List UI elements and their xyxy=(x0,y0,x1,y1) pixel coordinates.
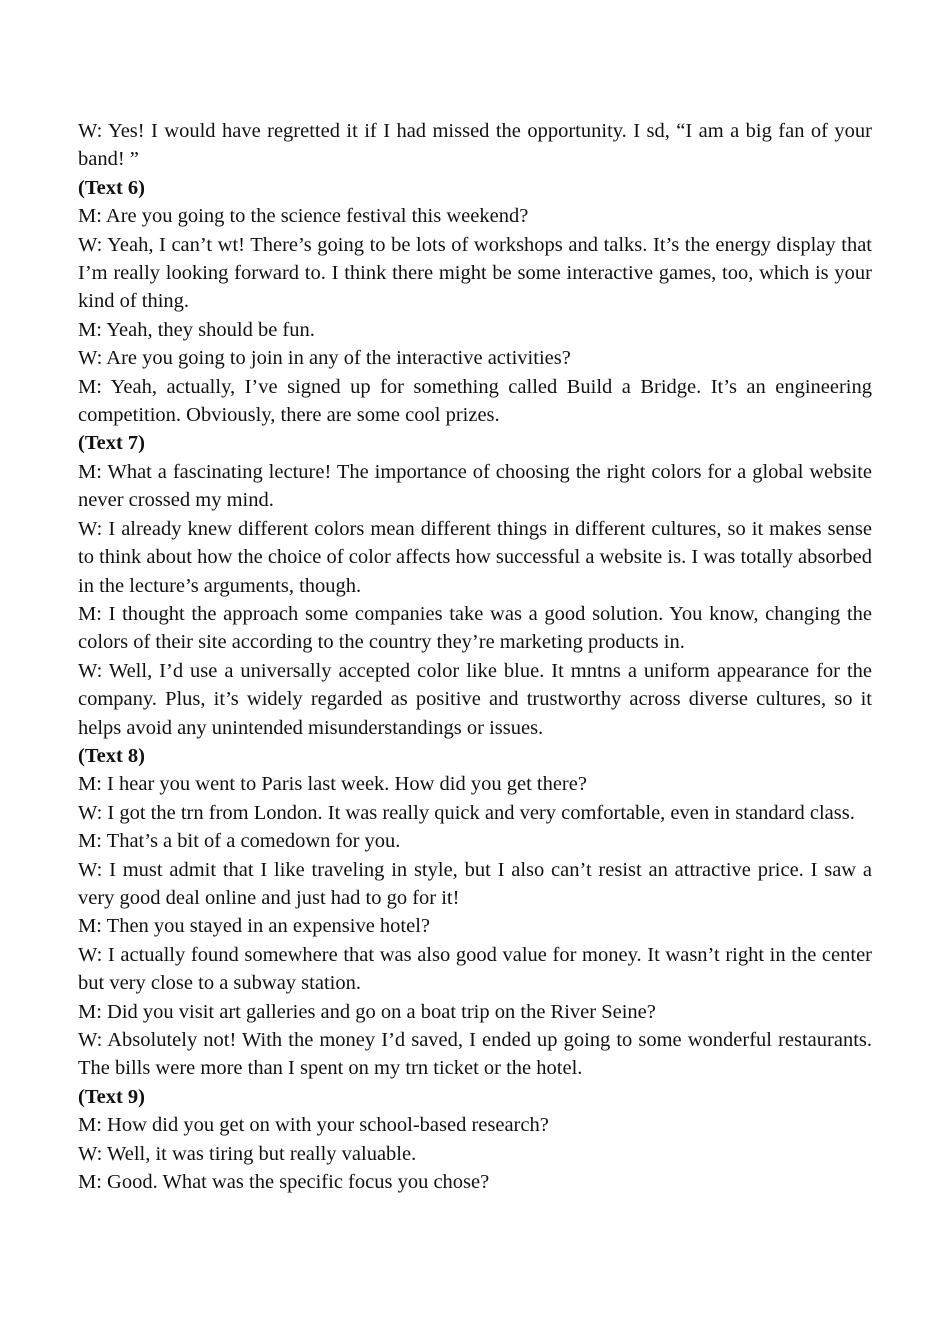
dialogue-line: M: Yeah, they should be fun. xyxy=(78,318,315,341)
dialogue-line: M: How did you get on with your school-based research? xyxy=(78,1114,549,1137)
dialogue-line: M: I hear you went to Paris last week. How did you get there? xyxy=(78,773,587,796)
dialogue-line: W: I actually found somewhere that was also good value for money. It wasn’t right in the center but very close to a subway station. xyxy=(78,943,872,995)
dialogue-line: M: Yeah, actually, I’ve signed up for something called Build a Bridge. It’s an engineering competition. Obviously, there are some cool prizes. xyxy=(78,375,872,427)
dialogue-line: W: I got the trn from London. It was really quick and very comfortable, even in standard class. xyxy=(78,801,855,824)
dialogue-line: M: I thought the approach some companies take was a good solution. You know, changing the colors of their site according to the country they’re marketing products in. xyxy=(78,602,872,654)
dialogue-line: W: Are you going to join in any of the interactive activities? xyxy=(78,347,571,370)
section-heading: (Text 6) xyxy=(78,176,145,199)
dialogue-line: M: That’s a bit of a comedown for you. xyxy=(78,830,401,853)
dialogue-line: M: Did you visit art galleries and go on a boat trip on the River Seine? xyxy=(78,1000,656,1023)
dialogue-line: W: Yes! I would have regretted it if I had missed the opportunity. I sd, “I am a big fan of your band! ” xyxy=(78,120,872,171)
dialogue-line: W: Well, I’d use a universally accepted color like blue. It mntns a uniform appearance for the company. Plus, it’s widely regarded as positive and trustworthy across diverse cultures, so it helps avoid any unintended misunderstandings or issues. xyxy=(78,659,872,739)
dialogue-line: W: Well, it was tiring but really valuable. xyxy=(78,1142,417,1165)
dialogue-line: W: I must admit that I like traveling in style, but I also can’t resist an attractive price. I saw a very good deal online and just had to go for it! xyxy=(78,858,872,909)
section-heading: (Text 8) xyxy=(78,744,145,767)
dialogue-line: M: Good. What was the specific focus you chose? xyxy=(78,1171,490,1194)
document-page xyxy=(78,117,872,1196)
dialogue-line: M: What a fascinating lecture! The importance of choosing the right colors for a global website never crossed my mind. xyxy=(78,460,872,512)
dialogue-line: M: Are you going to the science festival this weekend? xyxy=(78,205,529,228)
section-heading: (Text 7) xyxy=(78,432,145,455)
dialogue-line: M: Then you stayed in an expensive hotel? xyxy=(78,915,431,938)
dialogue-line: W: Absolutely not! With the money I’d saved, I ended up going to some wonderful restaurants. The bills were more than I spent on my trn ticket or the hotel. xyxy=(78,1029,872,1080)
section-heading: (Text 9) xyxy=(78,1085,145,1108)
dialogue-line: W: I already knew different colors mean different things in different cultures, so it makes sense to think about how the choice of color affects how successful a website is. I was totally absorbed in the lecture’s arguments, though. xyxy=(78,517,872,597)
dialogue-line: W: Yeah, I can’t wt! There’s going to be lots of workshops and talks. It’s the energy display that I’m really looking forward to. I think there might be some interactive games, too, which is your kind of thing. xyxy=(78,233,872,313)
